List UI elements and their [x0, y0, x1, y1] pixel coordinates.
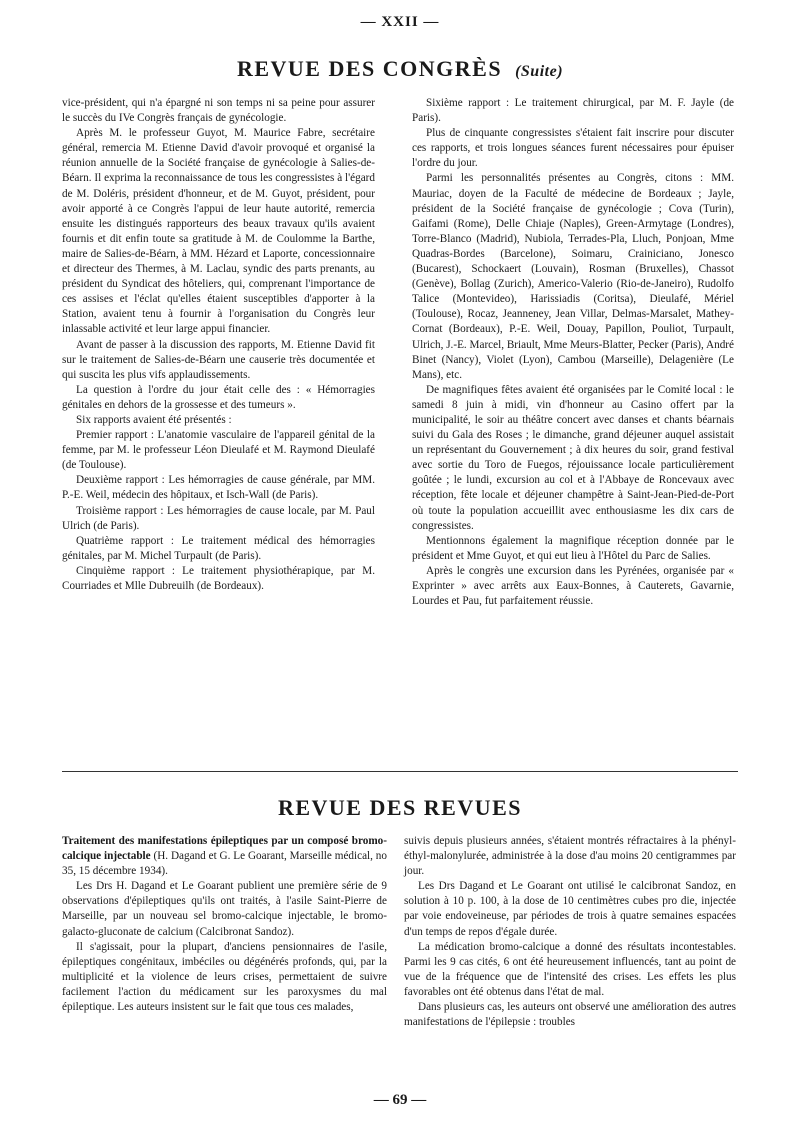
paragraph: Mentionnons également la magnifique réception donnée par le président et Mme Guyot, et qui eut lieu à l'Hôtel du Parc de Salies. [412, 534, 734, 562]
section-divider [62, 771, 738, 772]
section-suite: (Suite) [515, 63, 564, 80]
article-heading [62, 834, 387, 879]
paragraph: Il s'agissait, pour la plupart, d'anciens pensionnaires de l'asile, épileptiques congénitaux, imbéciles ou dégénérés profonds, qui, par la multiplicité et la violence de leurs crises, permettaient de suivre facilement l'action du médicament sur les paroxysmes du mal épileptique. Les auteurs insistent sur le fait que tous ces malades, [62, 940, 387, 1014]
paragraph: Dans plusieurs cas, les auteurs ont observé une amélioration des autres manifestations de l'épilepsie : troubles [404, 1001, 736, 1029]
section-title-revues: REVUE DES REVUES [277, 795, 523, 820]
paragraph: Deuxième rapport : Les hémorragies de cause générale, par MM. P.-E. Weil, médecin des hôpitaux, et Isch-Wall (de Paris). [62, 474, 375, 502]
page-marker: — XXII — [360, 14, 440, 30]
article-title: Traitement des manifestations épileptiques par un composé bromo-calcique injectable [62, 835, 387, 863]
section-title-text: REVUE DES CONGRÈS [236, 56, 503, 81]
paragraph: Plus de cinquante congressistes s'étaient fait inscrire pour discuter ces rapports, et trois longues séances furent nécessaires pour épuiser l'ordre du jour. [412, 127, 734, 170]
paragraph: Cinquième rapport : Le traitement physiothérapique, par M. Courriades et Mlle Dubreuilh (de Bordeaux). [62, 564, 375, 592]
paragraph: Parmi les personnalités présentes au Congrès, citons : MM. Mauriac, doyen de la Faculté de médecine de Bordeaux ; Jayle, président de la Société française de gynécologie ; Cova (Turin), Gaifami (Rome), Delle Chiaje (Naples), Green-Armytage (Londres), Torre-Blanco (Madrid), Nubiola, Terrades-Pla, Lluch, Ponjoan, Mme Quadras-Bordes (Barcelone), Soimaru, Crainiciano, Jonesco (Bucarest), Schockaert (Louvain), Rosman (Bruxelles), Chassot (Genève), Bollag (Zurich), Americo-Valerio (Rio-de-Janeiro), Rudolfo Talice (Montevideo), Harissiadis (Coritsa), Dieulafé, Mériel (Toulouse), Rocaz, Jeanneney, Jean Villar, Delmas-Marsalet, Mathey-Cornat (Bordeaux), P.-E. Weil, Douay, Papillon, Pouliot, Turpault, Ulrich, J.-E. Marcel, Briault, Mme Meurs-Blatter, Pecker (Paris), André Binet (Nancy), Violet (Lyon), Cambou (Marseille), Delagenière (Le Mans), etc. [412, 172, 734, 381]
revues-column-left [62, 834, 387, 1015]
page-number: — 69 — [373, 1092, 427, 1108]
paragraph: La médication bromo-calcique a donné des résultats incontestables. Parmi les 9 cas cités, 6 ont été heureusement influencés, tant au point de vue de la fréquence que de l'intensité des crises. Les effets les plus favorables ont été obtenus dans l'état de mal. [404, 940, 736, 998]
paragraph: De magnifiques fêtes avaient été organisées par le Comité local : le samedi 8 juin à midi, vin d'honneur au Casino offert par la municipalité, le soir au théâtre concert avec danses et chants béarnais suivi du Gala des Roses ; le dimanche, grand déjeuner auquel assistait un représentant du Gouvernement ; à dix heures du soir, grand festival avec sortie du Toro de Fuegos, réjouissance locale particulièrement goûtée ; le lundi, excursion au col et à l'Abbaye de Roncevaux avec réception, fête locale et déjeuner champêtre à Saint-Jean-Pied-de-Port où toute la population accueillit avec enthousiasme les dix cars de congressistes. [412, 383, 734, 532]
article-reference: (H. Dagand et G. Le Goarant, Marseille médical, no 35, 15 décembre 1934). [62, 850, 387, 878]
congres-column-left [62, 96, 375, 594]
paragraph: Les Drs Dagand et Le Goarant ont utilisé le calcibronat Sandoz, en solution à 10 p. 100, à la dose de 10 centimètres cubes pro die, injectée par voie endoveineuse, par périodes de trois à quatre semaines espacées d'un temps de repos d'égale durée. [404, 880, 736, 938]
paragraph: vice-président, qui n'a épargné ni son temps ni sa peine pour assurer le succès du IVe Congrès français de gynécologie. [62, 97, 375, 125]
paragraph: Sixième rapport : Le traitement chirurgical, par M. F. Jayle (de Paris). [412, 97, 734, 125]
paragraph: Premier rapport : L'anatomie vasculaire de l'appareil génital de la femme, par M. le professeur Léon Dieulafé et M. Raymond Dieulafé (de Toulouse). [62, 429, 375, 472]
revues-column-right [404, 834, 736, 1030]
section-title-congres [0, 56, 800, 82]
paragraph: Les Drs H. Dagand et Le Goarant publient une première série de 9 observations d'épileptiques qu'ils ont traités, à l'asile Saint-Pierre de Marseille, par un nouveau sel bromo-calcique injectable, le bromo-galacto-gluconate de calcium (Calcibronat Sandoz). [62, 880, 387, 938]
paragraph: Six rapports avaient été présentés : [76, 413, 232, 426]
paragraph: suivis depuis plusieurs années, s'étaient montrés réfractaires à la phényl-éthyl-malonylurée, administrée à la dose d'au moins 20 centigrammes par jour. [404, 835, 736, 878]
paragraph: La question à l'ordre du jour était celle des : « Hémorragies génitales en dehors de la grossesse et des tumeurs ». [62, 383, 375, 411]
paragraph: Après M. le professeur Guyot, M. Maurice Fabre, secrétaire général, remercia M. Etienne David d'avoir provoqué et organisé la réunion annuelle de la Société française de gynécologie à Salies-de-Béarn. Il exprima la reconnaissance de tous les congressistes à l'égard de M. Doléris, président d'honneur, et de M. Guyot, président, pour avoir apporté à ce Congrès l'appui de leur haute autorité, remercia ensuite les distingués rapporteurs des beaux travaux qu'ils avaient fournis et dit enfin toute sa gratitude à M. de Coulomme la Barthe, maire de Salies-de-Béarn, à MM. Hézard et Laporte, concessionnaire et directeur des Thermes, à M. Laclau, syndic des parts prenants, au président du Syndicat des hôteliers, qui, comprenant l'importance de ces assises et l'éclat qu'elles étaient susceptibles d'apporter à la Station, avaient tenu à fournir à l'organisation du Congrès leur inlassable activité et leur large appui financier. [62, 127, 375, 336]
paragraph: Après le congrès une excursion dans les Pyrénées, organisée par « Exprinter » avec arrêts aux Eaux-Bonnes, à Cauterets, Gavarnie, Lourdes et Pau, fut parfaitement réussie. [412, 564, 734, 608]
paragraph: Troisième rapport : Les hémorragies de cause locale, par M. Paul Ulrich (de Paris). [62, 504, 375, 532]
congres-column-right [412, 96, 734, 609]
paragraph: Quatrième rapport : Le traitement médical des hémorragies génitales, par M. Michel Turpault (de Paris). [62, 534, 375, 562]
paragraph: Avant de passer à la discussion des rapports, M. Etienne David fit sur le traitement de Salies-de-Béarn une causerie très documentée et qui suscita les plus vifs applaudissements. [62, 338, 375, 381]
